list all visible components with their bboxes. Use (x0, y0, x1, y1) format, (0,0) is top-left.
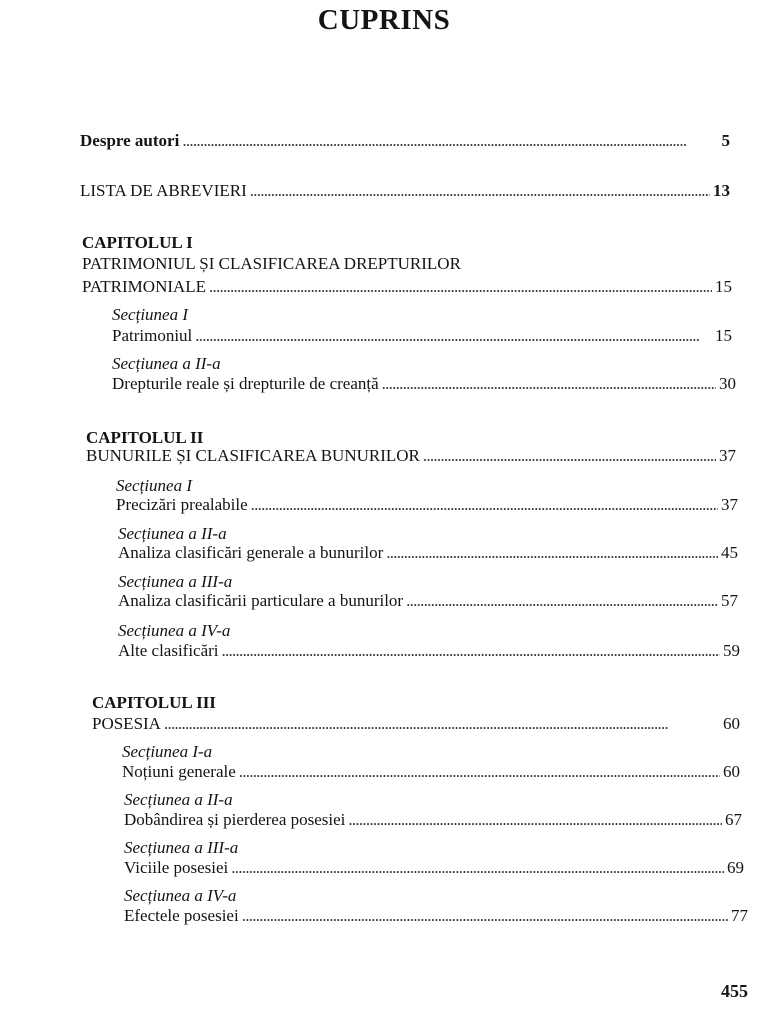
dot-leader (423, 446, 716, 466)
section-name: Secțiunea a III-a (118, 572, 233, 591)
toc-entry-section (112, 374, 736, 394)
dot-leader (406, 591, 718, 611)
toc-entry-label: Despre autori (80, 131, 180, 150)
chapter-heading: CAPITOLUL I (82, 233, 193, 252)
toc-entry-page: 57 (721, 591, 738, 610)
toc-entry-section (118, 591, 738, 611)
toc-entry-chapter (92, 714, 740, 734)
section-name: Secțiunea I (112, 305, 188, 324)
toc-entry-label: Analiza clasificării particulare a bunurilor (118, 591, 404, 610)
dot-leader (222, 641, 720, 661)
dot-leader (209, 277, 712, 297)
chapter-heading: CAPITOLUL III (92, 693, 216, 712)
toc-entry-section (118, 543, 738, 563)
toc-entry-page: 37 (719, 446, 736, 465)
dot-leader (251, 495, 718, 515)
dot-leader (250, 181, 710, 201)
toc-entry-section (116, 495, 738, 515)
toc-entry-label: Efectele posesiei (124, 906, 239, 925)
dot-leader (386, 543, 718, 563)
dot-leader (195, 326, 712, 346)
toc-entry-label: Noțiuni generale (122, 762, 236, 781)
toc-entry-section (122, 762, 740, 782)
toc-entry-page: 60 (723, 762, 740, 781)
toc-entry-page: 67 (725, 810, 742, 829)
chapter-heading: CAPITOLUL II (86, 428, 204, 447)
toc-entry-page: 13 (713, 181, 730, 200)
toc-entry-lista-abrevieri (80, 181, 730, 201)
section-name: Secțiunea a III-a (124, 838, 239, 857)
toc-entry-label: Alte clasificări (118, 641, 219, 660)
toc-entry-label: BUNURILE ȘI CLASIFICAREA BUNURILOR (86, 446, 420, 465)
dot-leader (231, 858, 724, 878)
dot-leader (182, 131, 718, 151)
toc-entry-section (118, 641, 740, 661)
toc-entry-despre-autori (80, 131, 730, 151)
section-name: Secțiunea a IV-a (118, 621, 231, 640)
toc-entry-page: 77 (731, 906, 748, 925)
toc-entry-label: LISTA DE ABREVIERI (80, 181, 247, 200)
section-name: Secțiunea a II-a (124, 790, 233, 809)
dot-leader (242, 906, 728, 926)
toc-entry-page: 59 (723, 641, 740, 660)
toc-entry-chapter (86, 446, 736, 466)
section-name: Secțiunea a II-a (118, 524, 227, 543)
toc-entry-label: Dobândirea și pierderea posesiei (124, 810, 346, 829)
toc-entry-label: Drepturile reale și drepturile de creanță (112, 374, 379, 393)
dot-leader (164, 714, 720, 734)
toc-entry-label: PATRIMONIALE (82, 277, 207, 296)
toc-entry-page: 5 (721, 131, 730, 150)
page-title: CUPRINS (317, 4, 451, 36)
toc-entry-label: POSESIA (92, 714, 161, 733)
dot-leader (382, 374, 716, 394)
toc-entry-label: Analiza clasificări generale a bunurilor (118, 543, 384, 562)
section-name: Secțiunea I (116, 476, 192, 495)
toc-entry-section (112, 326, 732, 346)
chapter-title: PATRIMONIUL ȘI CLASIFICAREA DREPTURILOR (82, 254, 461, 273)
section-name: Secțiunea a II-a (112, 354, 221, 373)
section-name: Secțiunea I-a (122, 742, 213, 761)
toc-entry-label: Viciile posesiei (124, 858, 229, 877)
toc-entry-section (124, 906, 748, 926)
toc-entry-page: 37 (721, 495, 738, 514)
section-name: Secțiunea a IV-a (124, 886, 237, 905)
toc-entry-chapter (82, 277, 732, 297)
toc-entry-page: 15 (715, 277, 732, 296)
toc-entry-section (124, 810, 742, 830)
page-number: 455 (721, 981, 748, 1001)
toc-entry-page: 45 (721, 543, 738, 562)
toc-entry-page: 15 (715, 326, 732, 345)
toc-entry-section (124, 858, 744, 878)
dot-leader (239, 762, 720, 782)
toc-entry-label: Precizări prealabile (116, 495, 248, 514)
dot-leader (348, 810, 722, 830)
toc-entry-page: 30 (719, 374, 736, 393)
toc-entry-page: 60 (723, 714, 740, 733)
toc-entry-page: 69 (727, 858, 744, 877)
toc-entry-label: Patrimoniul (112, 326, 193, 345)
